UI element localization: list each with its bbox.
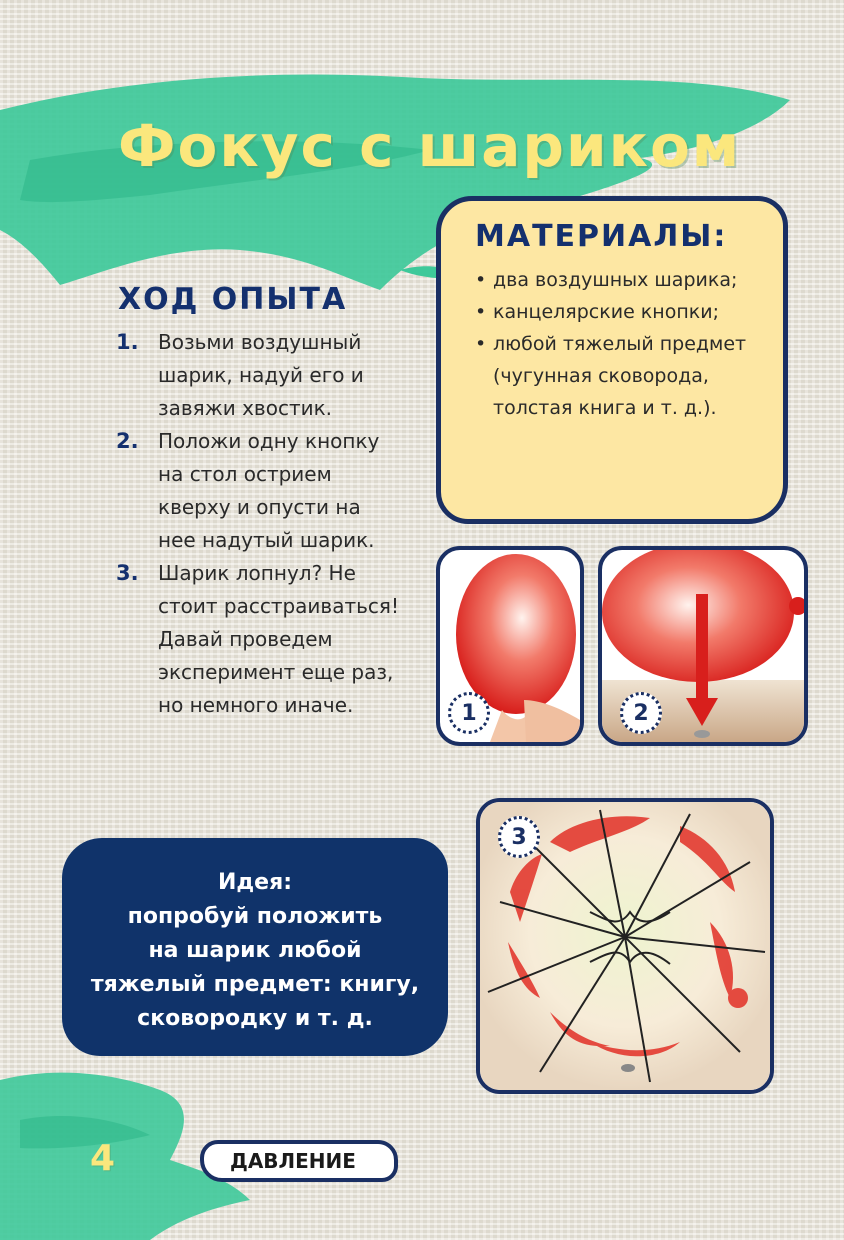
materials-heading: МАТЕРИАЛЫ: [475, 219, 728, 254]
materials-item: • два воздушных шарика; [475, 264, 763, 296]
procedure-step [116, 326, 436, 425]
photo-step-1 [436, 546, 584, 746]
page-number: 4 [90, 1138, 116, 1179]
materials-box [436, 196, 788, 524]
materials-list [475, 264, 763, 424]
procedure-steps [116, 326, 436, 722]
step-number: 2. [116, 429, 139, 453]
step-badge: 1 [448, 692, 490, 734]
materials-item: • канцелярские кнопки; [475, 296, 763, 328]
section-tag: ДАВЛЕНИЕ [200, 1140, 398, 1182]
idea-line: Идея: [217, 870, 293, 895]
step-badge: 3 [498, 816, 540, 858]
idea-box [62, 838, 448, 1056]
step-text: Положи одну кнопку на стол острием кверху и опусти на нее надутый шарик. [158, 429, 380, 552]
procedure-step [116, 425, 436, 557]
photo-step-3 [476, 798, 774, 1094]
photo-step-2 [598, 546, 808, 746]
procedure-heading: ХОД ОПЫТА [118, 282, 348, 317]
step-number: 1. [116, 330, 139, 354]
step-number: 3. [116, 561, 139, 585]
idea-line: сковородку и т. д. [137, 1006, 373, 1031]
page-title: Фокус с шариком [118, 112, 742, 180]
step-text: Возьми воздушный шарик, надуй его и завяжи хвостик. [158, 330, 364, 420]
procedure-step [116, 557, 436, 722]
step-text: Шарик лопнул? Не стоит расстраиваться! Давай проведем эксперимент еще раз, но немного иначе. [158, 561, 399, 717]
step-badge: 2 [620, 692, 662, 734]
idea-line: на шарик любой [148, 938, 362, 963]
idea-line: попробуй положить [127, 904, 383, 929]
materials-item: • любой тяжелый предмет (чугунная сковорода, толстая книга и т. д.). [475, 328, 763, 424]
idea-line: тяжелый предмет: книгу, [90, 972, 420, 997]
